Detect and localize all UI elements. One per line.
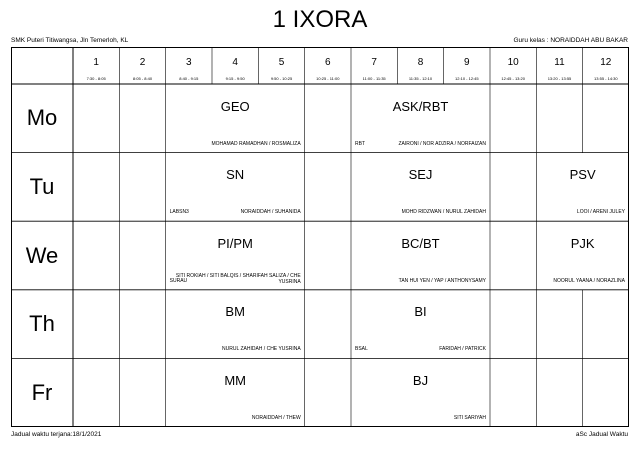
subject-name: SEJ (408, 167, 433, 183)
subject-name: MM (224, 373, 246, 389)
period-time: 11:35 - 12:10 (408, 76, 433, 81)
teacher-names: ZAIRONI / NOR ADZIRA / NORFAIZAN (398, 140, 486, 147)
room-name: SURAU (169, 277, 188, 284)
timetable-grid (11, 47, 629, 427)
period-time: 12:10 - 12:45 (455, 76, 479, 81)
teacher-names: LOOI / ARENI JULEY (576, 209, 625, 216)
teacher-names: MOHD RIDZWAN / NURUL ZAHIDAH (401, 209, 486, 216)
period-number: 2 (139, 57, 146, 68)
subject-name: BC/BT (401, 235, 440, 251)
period-time: 13:55 - 14:30 (594, 76, 618, 81)
period-time: 8:05 - 8:40 (132, 76, 153, 81)
period-time: 12:45 - 13:20 (501, 76, 525, 81)
day-label: Tu (29, 173, 55, 199)
room-name: BSAL (355, 346, 368, 353)
school-name: SMK Puteri Titiwangsa, Jln Temerloh, KL (11, 37, 129, 44)
period-time: 13:20 - 13:55 (547, 76, 572, 81)
subject-name: SN (226, 167, 245, 183)
teacher-names: FARIDAH / PATRICK (439, 346, 486, 353)
subject-name: PI/PM (217, 235, 253, 251)
teacher-names: SITI SARIYAH (453, 415, 486, 421)
period-number: 1 (93, 57, 99, 68)
period-time: 7:30 - 8:05 (86, 76, 106, 81)
period-time: 9:50 - 10:25 (270, 76, 293, 81)
day-label: We (25, 242, 59, 268)
teacher-names: TAN HUI YEN / YAP / ANTHONYSAMY (398, 277, 486, 284)
subject-name: PJK (570, 235, 595, 251)
period-number: 4 (232, 57, 238, 68)
period-number: 6 (325, 57, 331, 68)
teacher-names: NORAIDDAH / SUHANIDA (240, 209, 301, 216)
day-label: Th (29, 311, 55, 337)
period-number: 10 (507, 57, 519, 68)
subject-name: BM (225, 304, 245, 320)
period-time: 10:25 - 11:00 (316, 76, 340, 81)
period-number: 7 (371, 57, 377, 68)
subject-name: BI (414, 304, 427, 320)
teacher-names: SITI ROKIAH / SITI BALQIS / SHARIFAH SALIZA / CHE YUSRINA (175, 272, 301, 285)
period-time: 8:40 - 9:15 (179, 76, 199, 81)
generated-date: Jadual waktu terjana:18/1/2021 (11, 431, 102, 438)
teacher-names: NORAIDDAH / THEW (251, 415, 301, 421)
room-name: LABSN3 (169, 209, 189, 216)
teacher-names: MOHAMAD RAMADHAN / ROSMALIZA (211, 140, 301, 147)
period-number: 8 (417, 57, 424, 68)
page-title: 1 IXORA (272, 6, 368, 33)
subject-name: PSV (569, 167, 596, 183)
subject-name: BJ (412, 373, 429, 389)
subject-name: GEO (220, 98, 250, 114)
period-number: 12 (600, 57, 612, 68)
room-name: RBT (355, 140, 365, 147)
period-number: 3 (186, 57, 192, 68)
subject-name: ASK/RBT (392, 98, 449, 114)
period-number: 11 (554, 57, 565, 68)
period-number: 5 (278, 57, 285, 68)
software-credit: aSc Jadual Waktu (575, 431, 628, 438)
day-label: Fr (31, 379, 53, 405)
period-time: 11:00 - 11:35 (362, 76, 386, 81)
class-teacher: Guru kelas : NORAIDDAH ABU BAKAR (513, 37, 628, 44)
teacher-names: NOORUL YAANA / NORAZLINA (553, 277, 625, 284)
teacher-names: NURUL ZAHIDAH / CHE YUSRINA (222, 346, 301, 353)
period-number: 9 (464, 57, 470, 68)
period-time: 9:15 - 9:50 (225, 76, 245, 81)
day-label: Mo (26, 105, 58, 131)
